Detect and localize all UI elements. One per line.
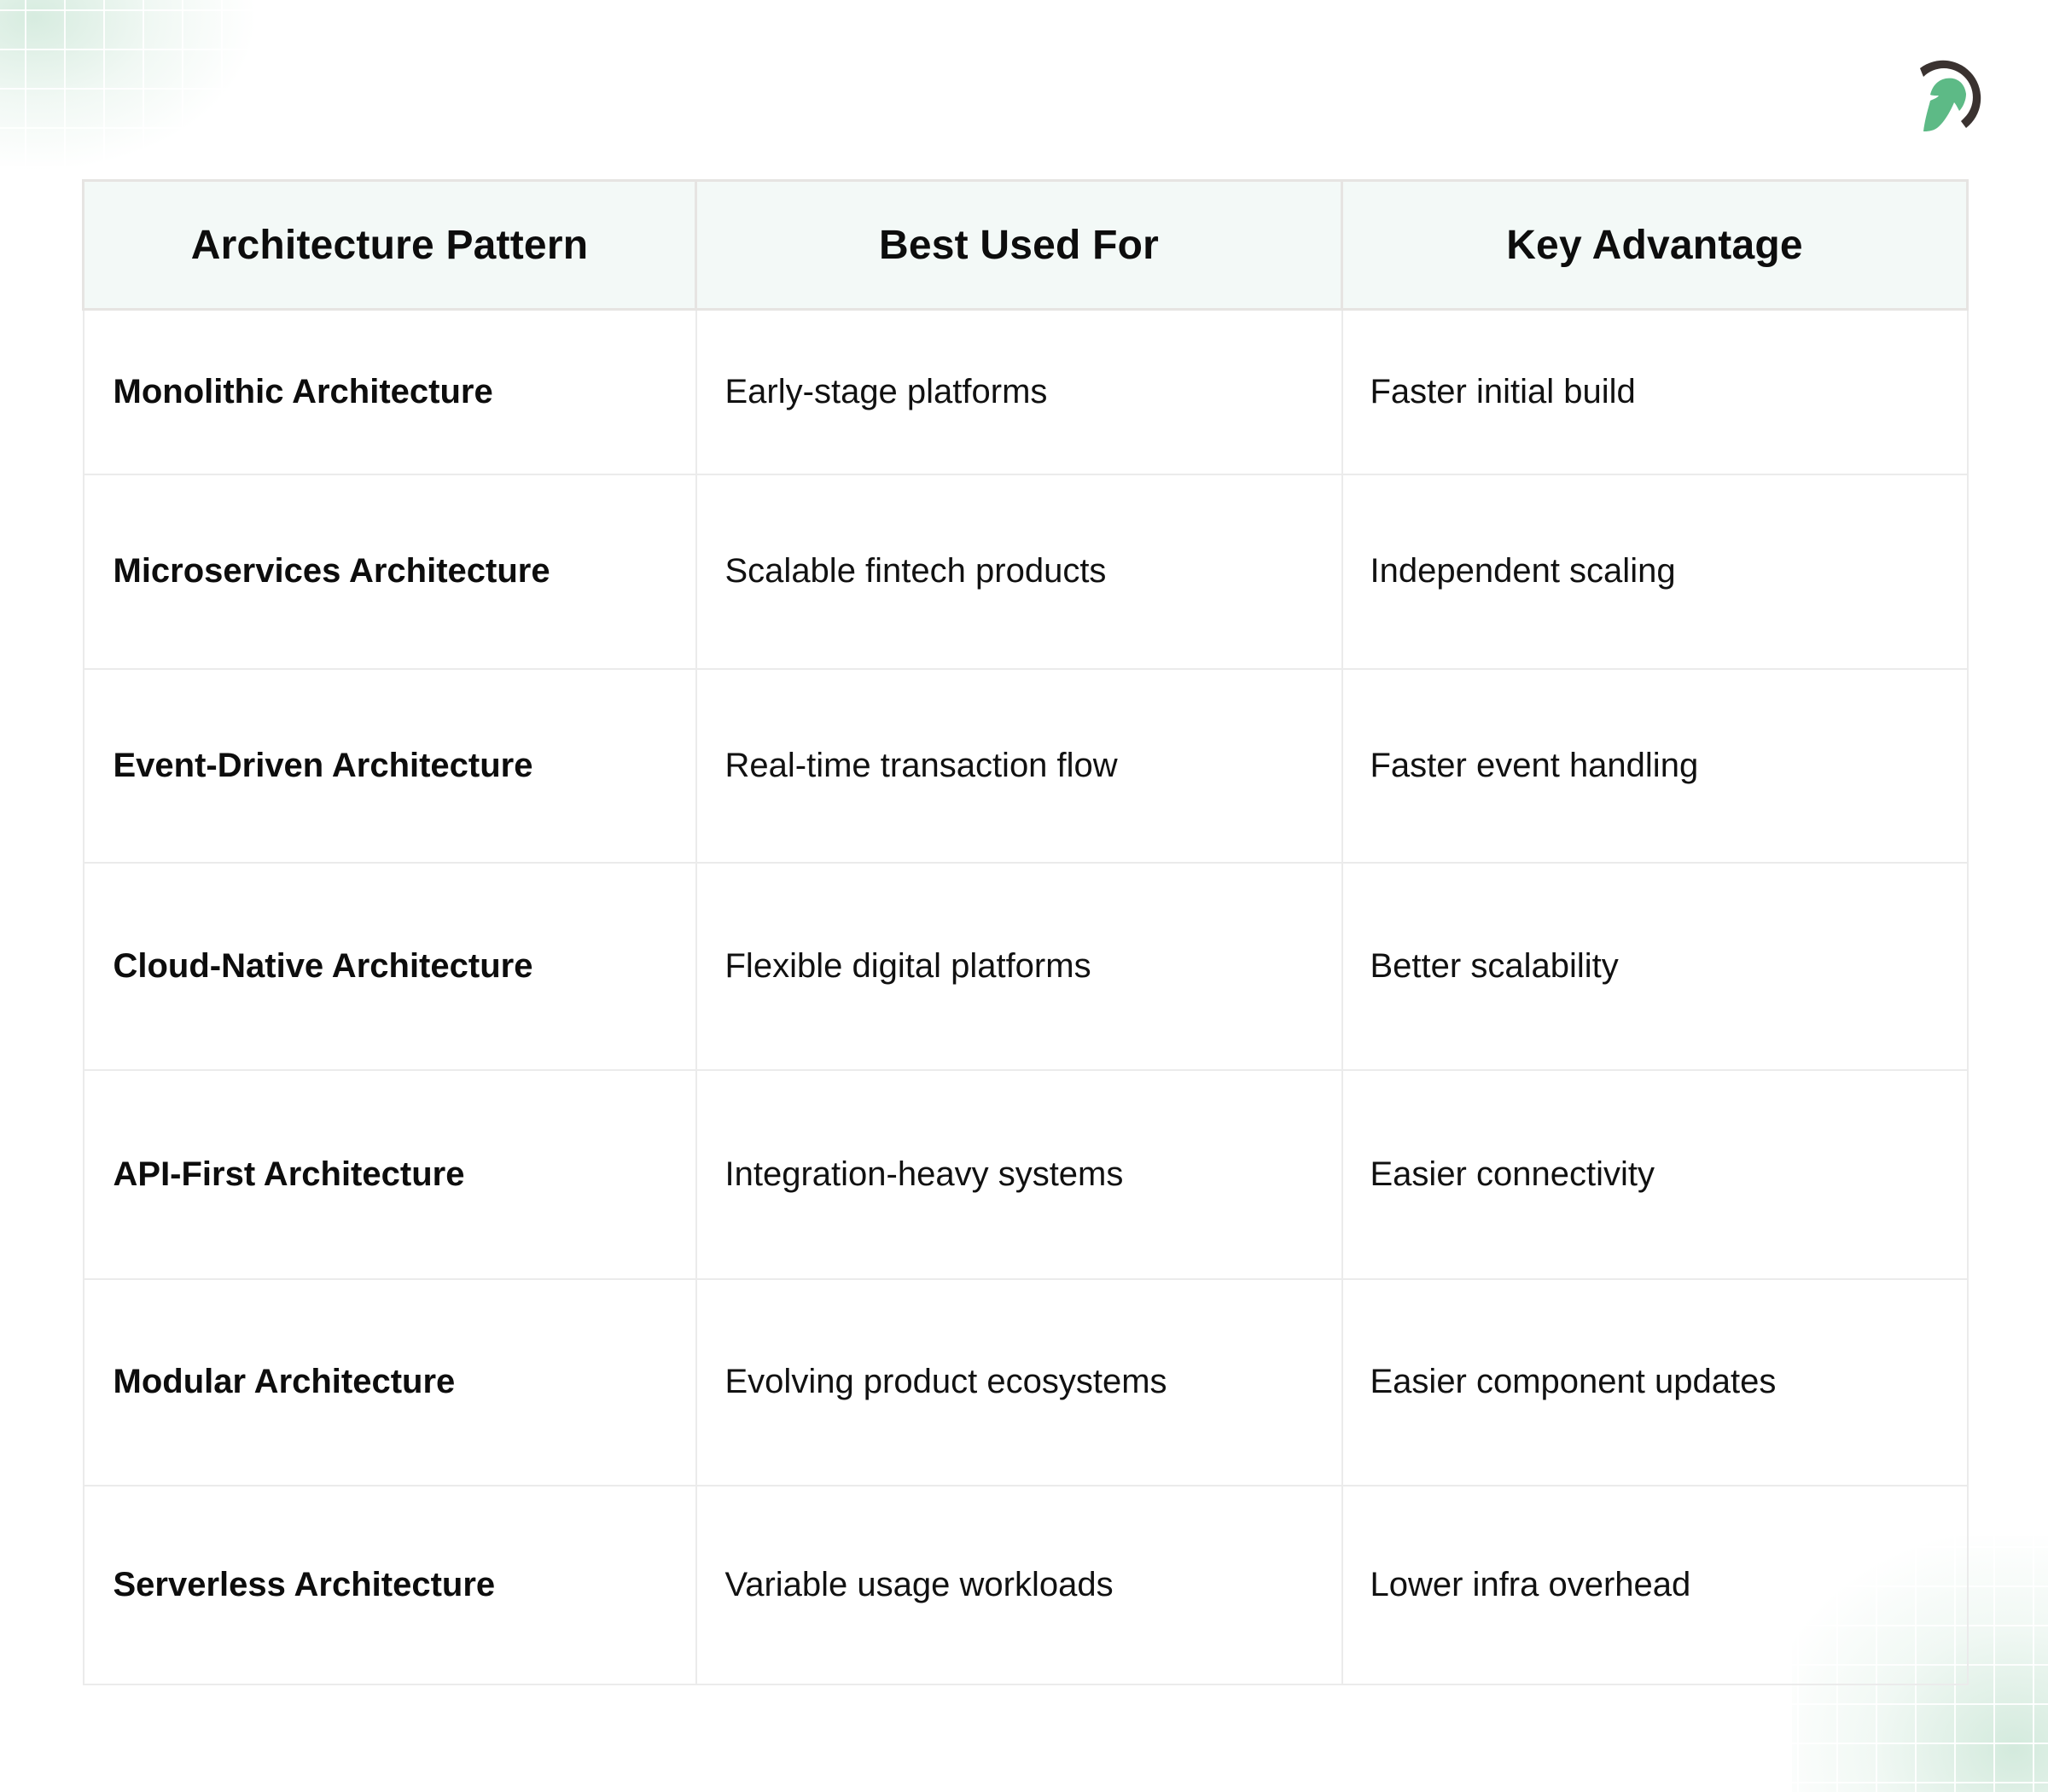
pattern-cell: API-First Architecture	[84, 1070, 696, 1279]
table-row	[84, 1486, 1968, 1684]
key-advantage-cell: Easier component updates	[1342, 1279, 1968, 1486]
best-used-for-cell: Scalable fintech products	[696, 474, 1342, 669]
key-advantage-cell: Easier connectivity	[1342, 1070, 1968, 1279]
key-advantage-cell: Better scalability	[1342, 863, 1968, 1070]
architecture-patterns-table	[82, 179, 1969, 1685]
best-used-for-cell: Evolving product ecosystems	[696, 1279, 1342, 1486]
decorative-grid-glow-top-left	[0, 0, 256, 171]
key-advantage-cell: Faster event handling	[1342, 669, 1968, 863]
table-row	[84, 669, 1968, 863]
best-used-for-cell: Flexible digital platforms	[696, 863, 1342, 1070]
best-used-for-cell: Early-stage platforms	[696, 310, 1342, 474]
table-row	[84, 1070, 1968, 1279]
table-row	[84, 1279, 1968, 1486]
table-row	[84, 863, 1968, 1070]
table-row	[84, 310, 1968, 474]
key-advantage-cell: Independent scaling	[1342, 474, 1968, 669]
best-used-for-cell: Real-time transaction flow	[696, 669, 1342, 863]
brand-logo	[1911, 58, 1990, 137]
key-advantage-cell: Faster initial build	[1342, 310, 1968, 474]
pattern-cell: Modular Architecture	[84, 1279, 696, 1486]
pattern-cell: Cloud-Native Architecture	[84, 863, 696, 1070]
best-used-for-cell: Integration-heavy systems	[696, 1070, 1342, 1279]
pattern-cell: Serverless Architecture	[84, 1486, 696, 1684]
pattern-cell: Event-Driven Architecture	[84, 669, 696, 863]
best-used-for-cell: Variable usage workloads	[696, 1486, 1342, 1684]
table-row	[84, 474, 1968, 669]
column-header-key-advantage: Key Advantage	[1342, 181, 1968, 310]
key-advantage-cell: Lower infra overhead	[1342, 1486, 1968, 1684]
pattern-cell: Microservices Architecture	[84, 474, 696, 669]
pattern-cell: Monolithic Architecture	[84, 310, 696, 474]
spartan-helmet-logo-icon	[1911, 58, 1990, 137]
table-header-row	[84, 181, 1968, 310]
column-header-best-used-for: Best Used For	[696, 181, 1342, 310]
column-header-architecture-pattern: Architecture Pattern	[84, 181, 696, 310]
